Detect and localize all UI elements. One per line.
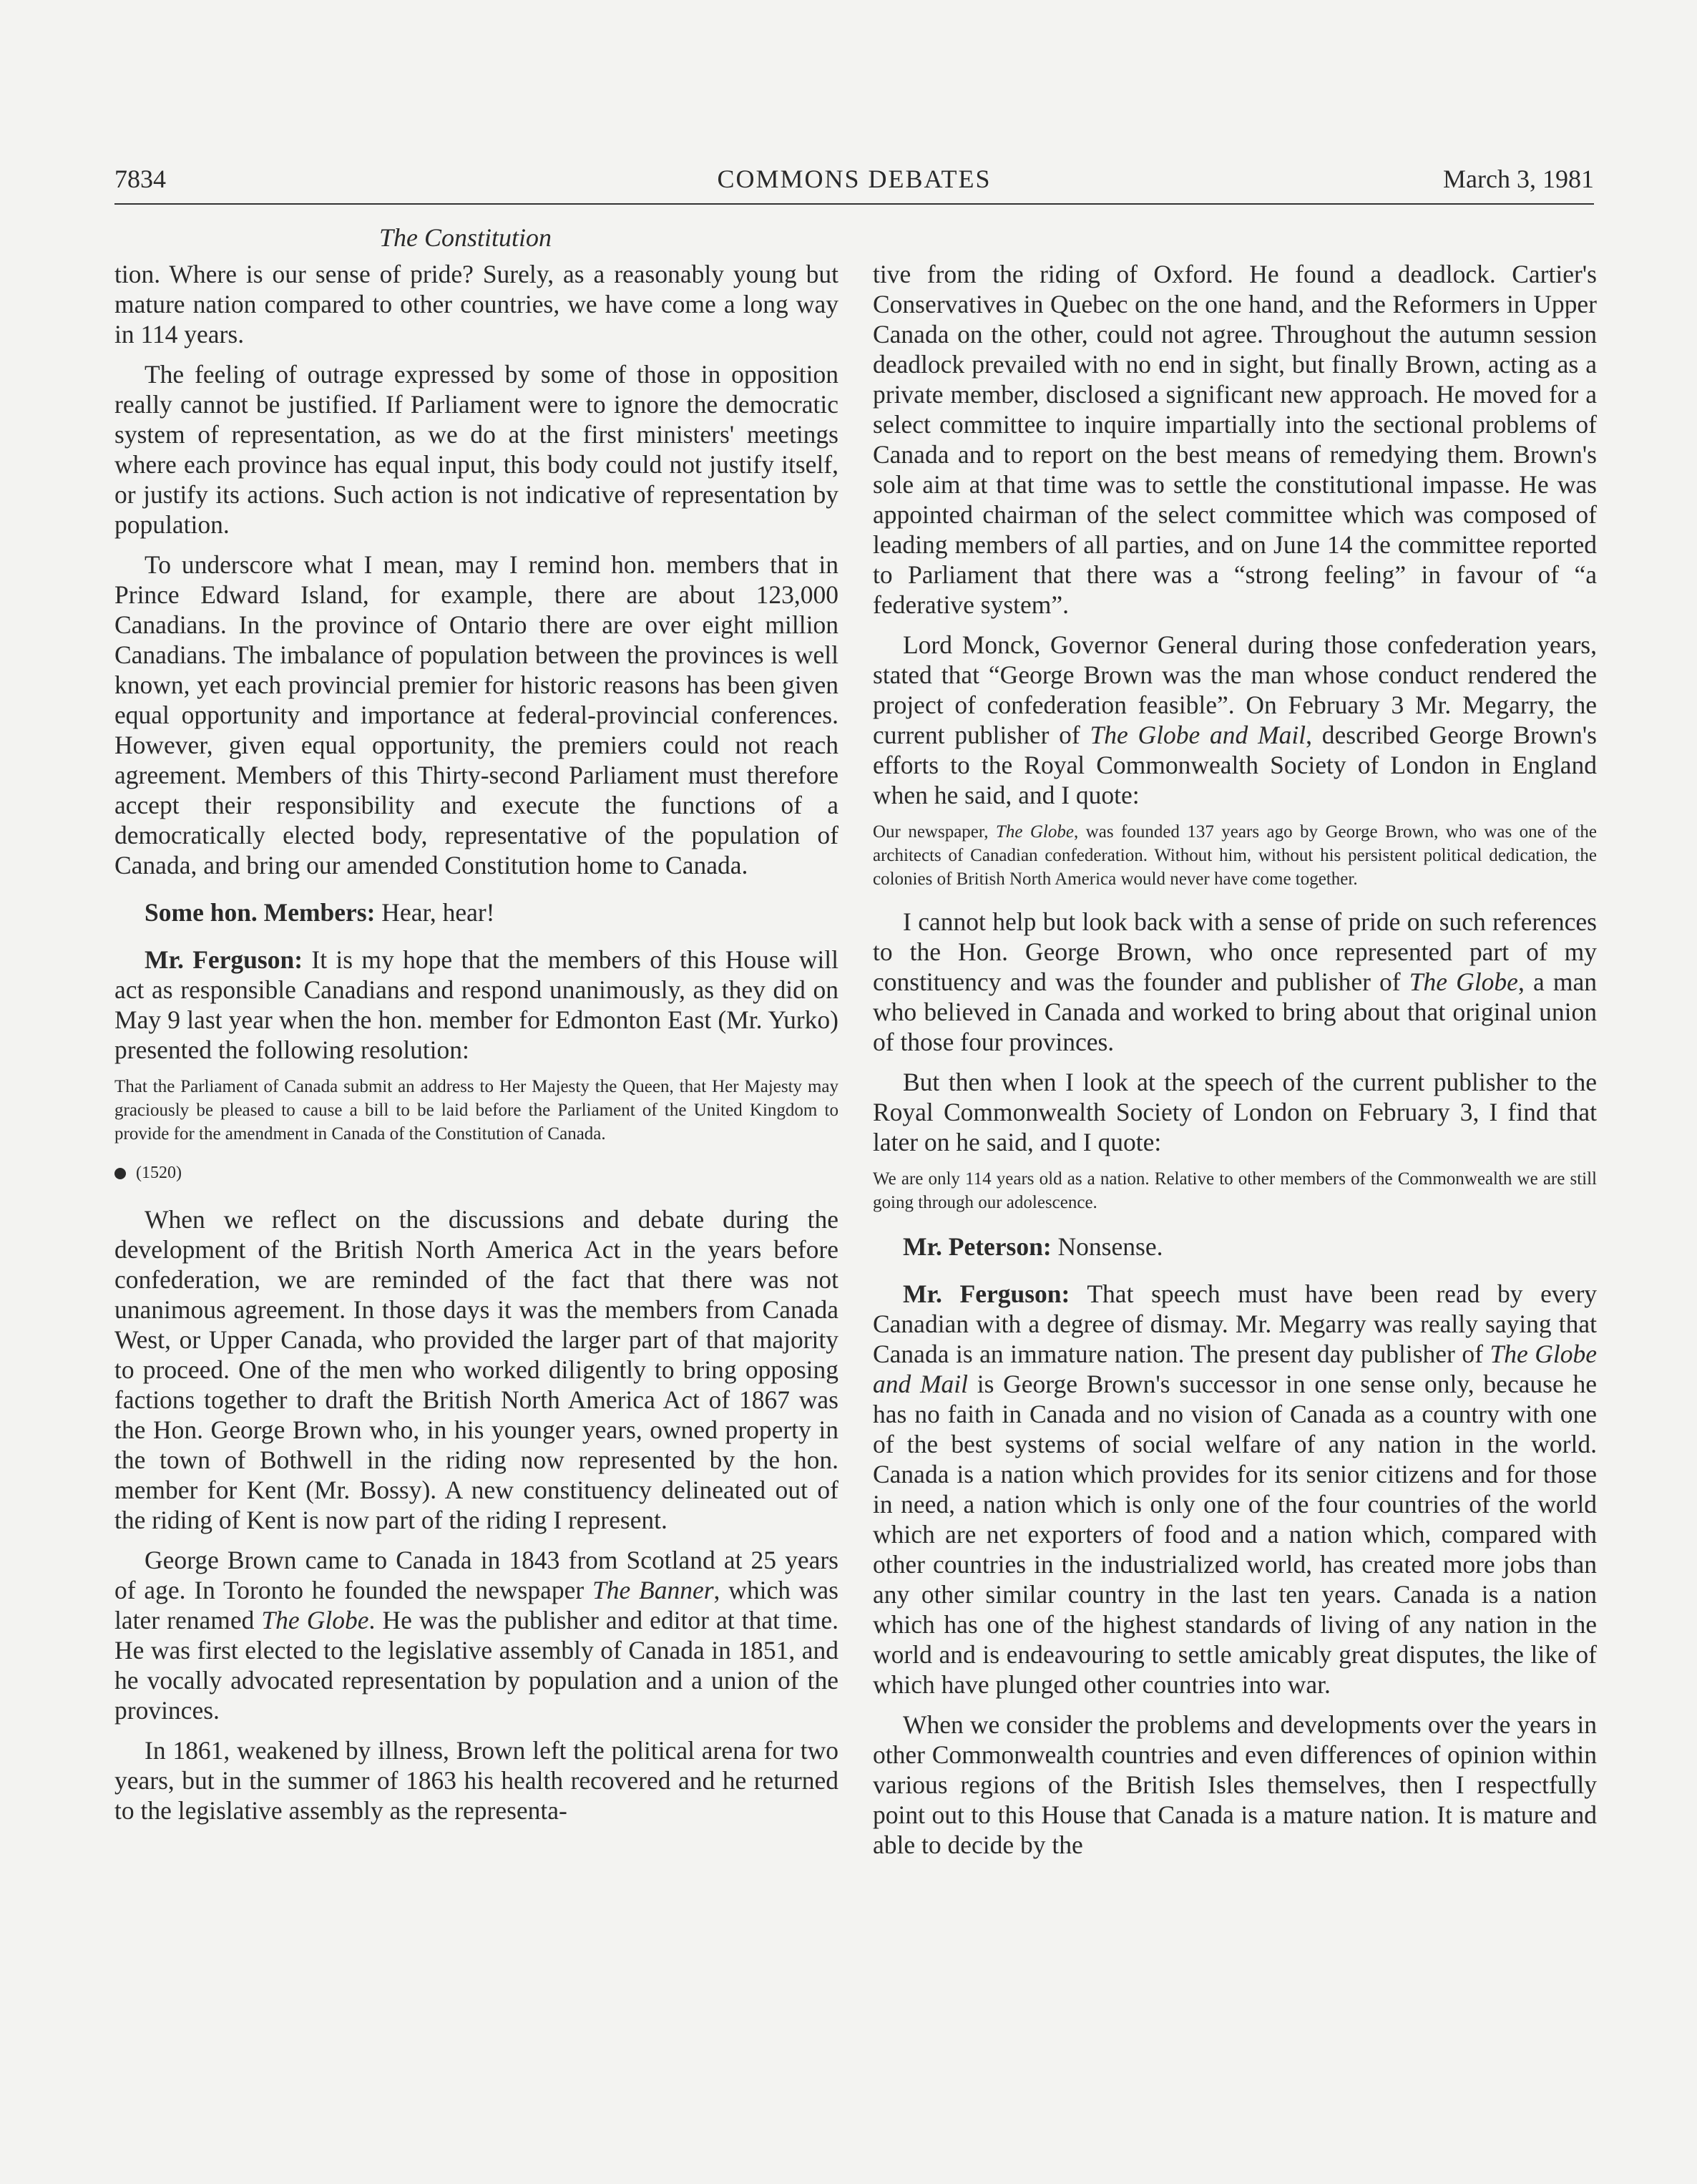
italic-title: The Globe and Mail [1090, 721, 1306, 749]
time-marker-text: (1520) [136, 1164, 182, 1182]
speaker-paragraph [114, 945, 838, 1065]
speech-text: Nonsense. [1057, 1232, 1163, 1261]
bullet-icon [114, 1168, 126, 1179]
text-run: George Brown came to Canada in 1843 from Scotland at 25 years of age. In Toronto he founded the newspaper [114, 1546, 838, 1604]
text-run: , a man who believed in Canada and worked to bring about that original union of those four provinces. [873, 967, 1597, 1056]
italic-title: The Globe and Mail [873, 1340, 1597, 1398]
section-title: The Constitution [379, 223, 552, 252]
text-run: . He was the publisher and editor at that time. He was first elected to the legislative assembly of Canada in 1851, and he vocally advocated representation by population and a union of the provinces. [114, 1606, 838, 1725]
paragraph [873, 630, 1597, 810]
left-column [114, 259, 838, 2005]
text-run: , was founded 137 years ago by George Brown, who was one of the architects of Canadian confederation. Without him, without his persistent political dedication, the colonies of British North America would never have come together. [873, 822, 1597, 889]
italic-title: The Banner [592, 1576, 714, 1604]
quotation [873, 820, 1597, 891]
text-run: Our newspaper, [873, 822, 996, 842]
italic-title: The Globe [261, 1606, 369, 1634]
publication-date: March 3, 1981 [1443, 165, 1594, 193]
speaker-name: Mr. Ferguson: [145, 945, 303, 974]
speech-text: Hear, hear! [381, 898, 495, 927]
italic-title: The Globe [995, 822, 1074, 842]
paragraph: tive from the riding of Oxford. He found a deadlock. Cartier's Conservatives in Quebec on the one hand, and the Reformers in Upper Canada on the other, could not agree. Throughout the autumn session deadlock prevailed with no end in sight, but finally Brown, acting as a private member, disclosed a significant new approach. He moved for a select committee to inquire impartially into the sectional problems of Canada and to report on the best means of remedying them. Brown's sole aim at that time was to settle the constitutional impasse. He was appointed chairman of the select committee which was composed of leading members of all parties, and on June 14 the committee reported to Parliament that there was a “strong feeling” in favour of “a federative system”. [873, 260, 1597, 619]
page-header [114, 160, 1594, 205]
speaker-paragraph [114, 897, 838, 927]
paragraph: To underscore what I mean, may I remind hon. members that in Prince Edward Island, for example, there are about 123,000 Canadians. In the province of Ontario there are over eight million Canadians. The imbalance of population between the provinces is well known, yet each provincial premier for historic reasons has been given equal opportunity and importance at federal-provincial conferences. However, given equal opportunity, the premiers could not reach agreement. Members of this Thirty-second Parliament must therefore accept their responsibility and execute the functions of a democratically elected body, representative of the population of Canada, and bring our amended Constitution home to Canada. [114, 550, 838, 879]
text-run: , described George Brown's efforts to the Royal Commonwealth Society of London in England when he said, and I quote: [873, 721, 1597, 809]
paragraph: When we consider the problems and developments over the years in other Commonwealth countries and even differences of opinion within various regions of the British Isles themselves, then I respectfully point out to this House that Canada is a mature nation. It is mature and able to decide by the [873, 1710, 1597, 1859]
paragraph: But then when I look at the speech of the current publisher to the Royal Commonwealth Society of London on February 3, I find that later on he said, and I quote: [873, 1068, 1597, 1156]
quoted-resolution: That the Parliament of Canada submit an address to Her Majesty the Queen, that Her Majesty may graciously be pleased to cause a bill to be laid before the Parliament of the United Kingdom to provide for the amendment in Canada of the Constitution of Canada. [114, 1077, 838, 1144]
text-run: Lord Monck, Governor General during those confederation years, stated that “George Brown was the man whose conduct rendered the project of confederation feasible”. On February 3 Mr. Megarry, the current publisher of [873, 630, 1597, 749]
page-number: 7834 [114, 165, 166, 193]
paragraph: tion. Where is our sense of pride? Surely, as a reasonably young but mature nation compared to other countries, we have come a long way in 114 years. [114, 260, 838, 348]
quotation: We are only 114 years old as a nation. Relative to other members of the Commonwealth we are still going through our adolescence. [873, 1169, 1597, 1212]
speaker-name: Mr. Peterson: [903, 1232, 1052, 1261]
speaker-name: Some hon. Members: [145, 898, 376, 927]
paragraph [873, 907, 1597, 1057]
right-column [873, 259, 1597, 2005]
speech-text: is George Brown's successor in one sense only, because he has no faith in Canada and no vision of Canada as a country with one of the best systems of social welfare of any nation in the world. Canada is a nation which provides for its senior citizens and for those in need, a nation which is only one of the four countries of the world which are net exporters of food and a nation which, compared with other countries in the industrialized world, has created more jobs than any other similar country in the last ten years. Canada is a nation which has one of the highest standards of living of any nation in the world and is endeavouring to settle amicably great disputes, the like of which have plunged other countries into war. [873, 1370, 1597, 1699]
journal-title: COMMONS DEBATES [717, 165, 992, 193]
paragraph: In 1861, weakened by illness, Brown left the political arena for two years, but in the summer of 1863 his health recovered and he returned to the legislative assembly as the representa- [114, 1736, 838, 1825]
speaker-paragraph [873, 1232, 1597, 1262]
time-marker [114, 1161, 838, 1184]
speech-text: It is my hope that the members of this House will act as responsible Canadians and respond unanimously, as they did on May 9 last year when the hon. member for Edmonton East (Mr. Yurko) presented the following resolution: [114, 945, 838, 1064]
paragraph [114, 1545, 838, 1725]
text-run: , which was later renamed [114, 1576, 838, 1634]
italic-title: The Globe [1409, 967, 1518, 996]
text-run: I cannot help but look back with a sense of pride on such references to the Hon. George Brown, who once represented part of my constituency and was the founder and publisher of [873, 907, 1597, 996]
speaker-name: Mr. Ferguson: [903, 1279, 1070, 1308]
paragraph: The feeling of outrage expressed by some of those in opposition really cannot be justified. If Parliament were to ignore the democratic system of representation, as we do at the first ministers' meetings where each province has equal input, this body could not justify itself, or justify its actions. Such action is not indicative of representation by population. [114, 360, 838, 539]
paragraph: When we reflect on the discussions and debate during the development of the British North America Act in the years before confederation, we are reminded of the fact that there was not unanimous agreement. In those days it was the members from Canada West, or Upper Canada, who provided the larger part of that majority to proceed. One of the men who worked diligently to bring opposing factions together to draft the British North America Act of 1867 was the Hon. George Brown who, in his younger years, owned property in the town of Bothwell in the riding now represented by the hon. member for Kent (Mr. Bossy). A new constituency delineated out of the riding of Kent is now part of the riding I represent. [114, 1205, 838, 1534]
speech-text: That speech must have been read by every Canadian with a degree of dismay. Mr. Megarry was really saying that Canada is an immature nation. The present day publisher of [873, 1279, 1597, 1368]
speaker-paragraph [873, 1279, 1597, 1700]
